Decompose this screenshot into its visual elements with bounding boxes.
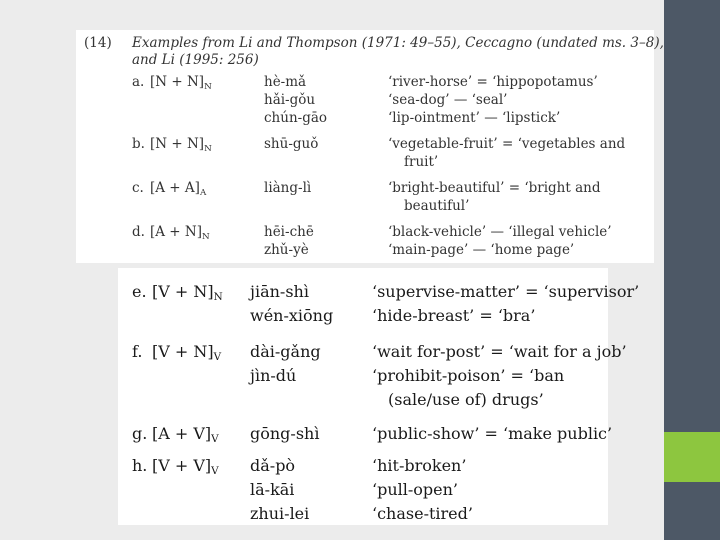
row-h-label: h.: [132, 456, 148, 475]
row-b-word-1: shū-guǒ: [264, 136, 319, 152]
row-d-word-2: zhǔ-yè: [264, 242, 309, 258]
bottom-example-panel: [118, 268, 640, 525]
row-d-gloss-2: ‘main-page’ — ‘home page’: [388, 242, 575, 258]
row-h-word-2: lā-kāi: [250, 480, 295, 499]
row-f-gloss-2: ‘prohibit-poison’ = ‘ban: [372, 366, 565, 385]
row-a-gloss-1: ‘river-horse’ = ‘hippopotamus’: [388, 74, 598, 90]
row-d-word-1: hēi-chē: [264, 224, 314, 240]
row-f-word-1: dài-gǎng: [250, 342, 321, 361]
row-b-gloss-2: fruit’: [404, 154, 439, 170]
row-d-label: d.: [132, 224, 145, 240]
row-b-formula: $[N + N]_N$: [150, 136, 212, 154]
row-h-formula: $[V + V]_V$: [152, 456, 219, 477]
row-c-gloss-1: ‘bright-beautiful’ = ‘bright and: [388, 180, 601, 196]
row-c-gloss-2: beautiful’: [404, 198, 470, 214]
row-a-gloss-2: ‘sea-dog’ — ‘seal’: [388, 92, 508, 108]
row-e-gloss-2: ‘hide-breast’ = ‘bra’: [372, 306, 536, 325]
heading-line-2: and Li (1995: 256): [132, 52, 259, 68]
heading-line-1: Examples from Li and Thompson (1971: 49–55), Ceccagno (undated ms. 3–8),: [132, 35, 664, 51]
row-a-word-2: hǎi-gǒu: [264, 92, 316, 108]
row-e-label: e.: [132, 282, 147, 301]
row-a-formula: $[N + N]_N$: [150, 74, 212, 92]
row-a-gloss-3: ‘lip-ointment’ — ‘lipstick’: [388, 110, 561, 126]
row-b-gloss-1: ‘vegetable-fruit’ = ‘vegetables and: [388, 136, 626, 152]
row-g-label: g.: [132, 424, 148, 443]
side-accent-bar: [664, 432, 720, 482]
row-h-word-3: zhui-lei: [250, 504, 310, 523]
row-f-gloss-1: ‘wait for-post’ = ‘wait for a job’: [372, 342, 627, 361]
row-a-word-1: hè-mǎ: [264, 74, 307, 90]
row-g-word-1: gōng-shì: [250, 424, 320, 443]
row-e-word-1: jiān-shì: [250, 282, 309, 301]
row-f-formula: $[V + N]_V$: [152, 342, 222, 363]
row-f-word-2: jìn-dú: [250, 366, 297, 385]
row-e-gloss-1: ‘supervise-matter’ = ‘supervisor’: [372, 282, 640, 301]
row-c-formula: $[A + A]_A$: [150, 180, 207, 198]
example-number: (14): [84, 35, 112, 51]
row-d-gloss-1: ‘black-vehicle’ — ‘illegal vehicle’: [388, 224, 612, 240]
row-c-word-1: liàng-lì: [264, 180, 312, 196]
row-a-word-3: chún-gāo: [264, 110, 328, 126]
row-h-gloss-3: ‘chase-tired’: [372, 504, 473, 523]
row-h-word-1: dǎ-pò: [250, 456, 296, 475]
row-f-gloss-3: (sale/use of) drugs’: [388, 390, 544, 409]
row-a-label: a.: [132, 74, 145, 90]
row-h-gloss-1: ‘hit-broken’: [372, 456, 467, 475]
row-g-gloss-1: ‘public-show’ = ‘make public’: [372, 424, 613, 443]
row-h-gloss-2: ‘pull-open’: [372, 480, 459, 499]
row-d-formula: $[A + N]_N$: [150, 224, 210, 242]
row-g-formula: $[A + V]_V$: [152, 424, 219, 445]
top-example-panel: [76, 30, 664, 263]
row-e-formula: $[V + N]_N$: [152, 282, 223, 303]
row-c-label: c.: [132, 180, 144, 196]
row-b-label: b.: [132, 136, 145, 152]
row-e-word-2: wén-xiōng: [250, 306, 334, 325]
row-f-label: f.: [132, 342, 143, 361]
